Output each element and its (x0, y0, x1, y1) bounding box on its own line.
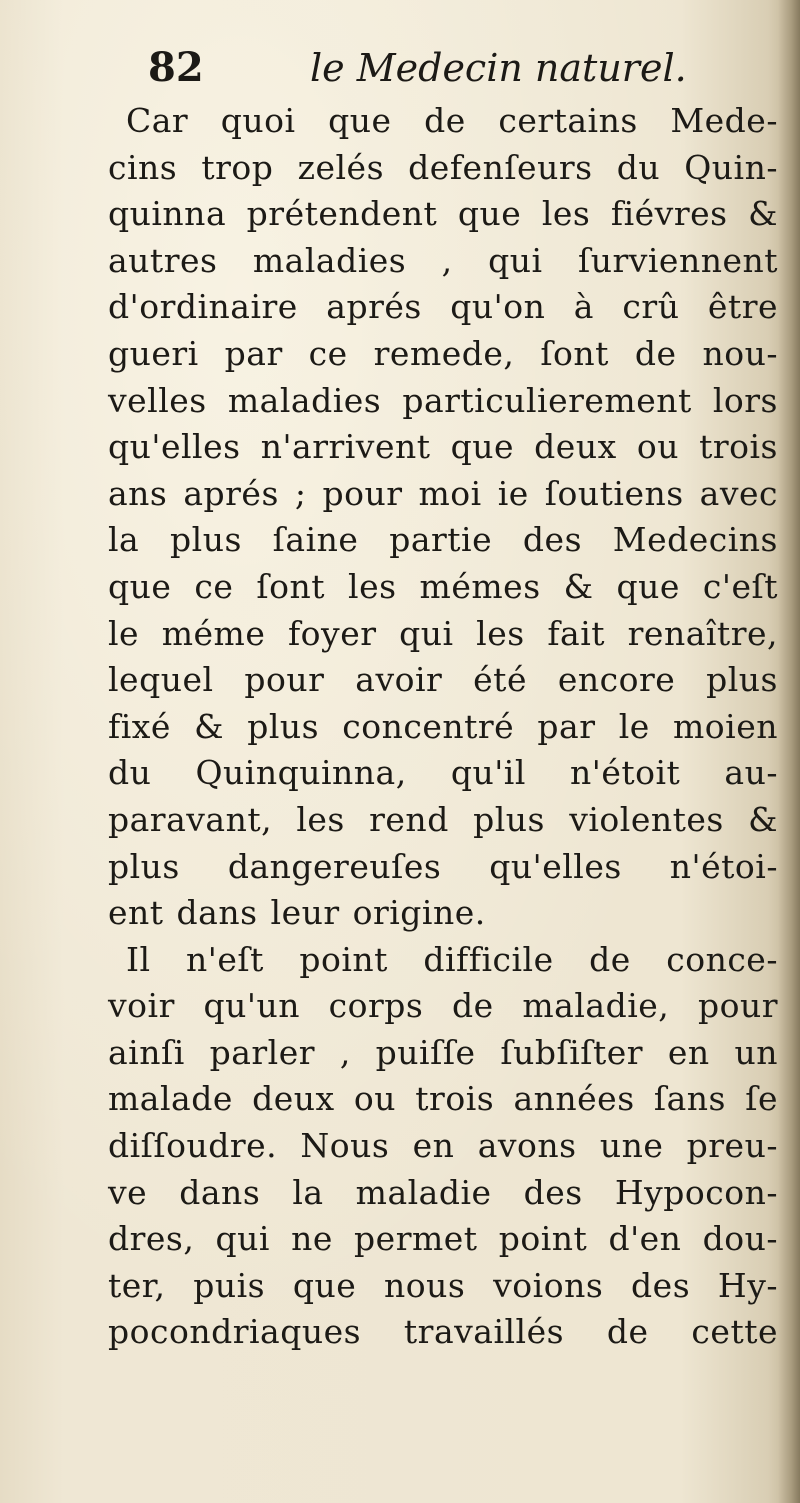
text-line: ans aprés ; pour moi ie ſoutiens avec (108, 473, 778, 513)
text-line: diſſoudre. Nous en avons une preu- (108, 1126, 778, 1166)
text-line: du Quinquinna, qu'il n'étoit au- (108, 753, 778, 793)
text-line: ent dans leur origine. (108, 893, 486, 933)
text-line: voir qu'un corps de maladie, pour (108, 986, 778, 1026)
text-line: dres, qui ne permet point d'en dou- (108, 1219, 778, 1259)
text-line: que ce ſont les mémes & que c'eſt (108, 566, 778, 606)
text-line: fixé & plus concentré par le moien (108, 706, 778, 746)
text-line: gueri par ce remede, ſont de nou- (108, 333, 778, 373)
text-line: le méme foyer qui les fait renaître, (108, 613, 778, 653)
text-line: la plus ſaine partie des Medecins (108, 520, 778, 560)
text-line: quinna prétendent que les fiévres & (108, 194, 778, 234)
text-line: ter, puis que nous voions des Hy- (108, 1265, 778, 1305)
paragraph-2 (108, 937, 778, 1356)
text-line: Il n'eſt point difficile de conce- (126, 939, 778, 979)
text-line: malade deux ou trois années ſans ſe (108, 1079, 778, 1119)
body-text (108, 98, 778, 1356)
text-line: paravant, les rend plus violentes & (108, 799, 778, 839)
text-line: autres maladies , qui ſurviennent (108, 240, 778, 280)
text-line: lequel pour avoir été encore plus (108, 660, 778, 700)
running-head (148, 42, 748, 94)
text-line: ve dans la maladie des Hypocon- (108, 1172, 778, 1212)
running-title: le Medecin naturel. (310, 46, 687, 90)
text-line: Car quoi que de certains Mede- (126, 101, 778, 140)
text-line: pocondriaques travaillés de cette (108, 1312, 778, 1352)
text-line: velles maladies particulierement lors (108, 380, 778, 420)
page-number: 82 (148, 44, 204, 91)
page-edge-shadow (778, 0, 800, 1503)
text-line: cins trop zelés defenſeurs du Quin- (108, 147, 778, 187)
text-line: plus dangereuſes qu'elles n'étoi- (108, 846, 778, 886)
text-line: ainſi parler , puiſſe ſubſiſter en un (108, 1032, 778, 1072)
text-line: d'ordinaire aprés qu'on à crû être (108, 287, 778, 327)
paragraph-1 (108, 98, 778, 937)
text-line: qu'elles n'arrivent que deux ou trois (108, 427, 778, 467)
